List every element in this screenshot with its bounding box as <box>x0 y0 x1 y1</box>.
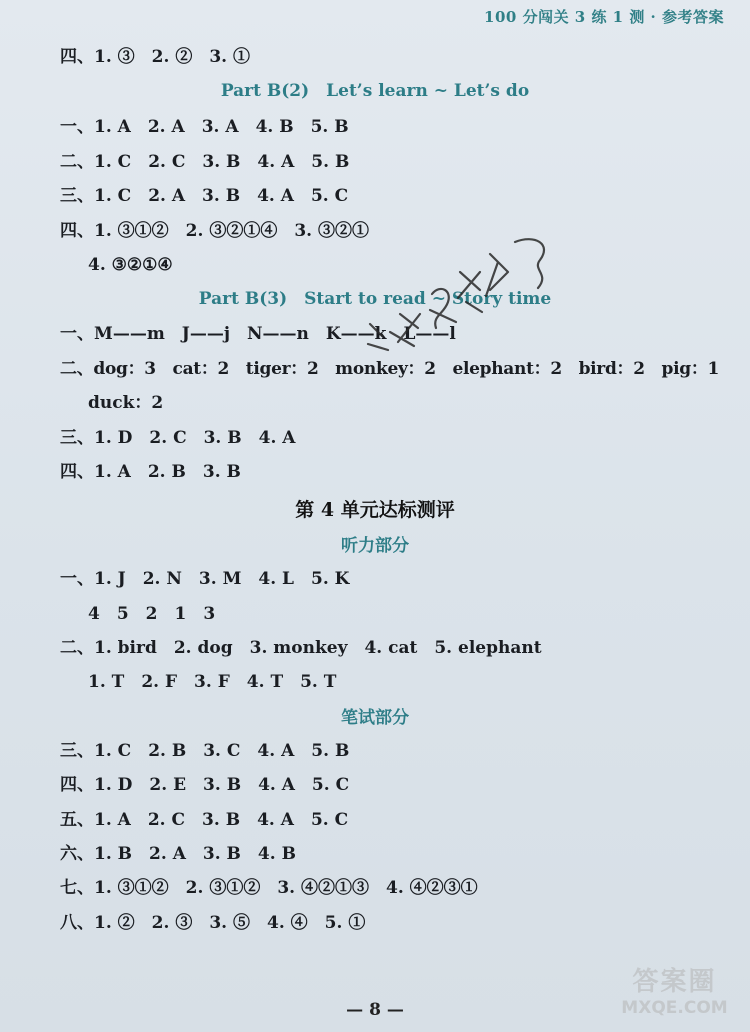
watermark-sub: MXQE.COM <box>621 998 728 1018</box>
handwriting-scribble-icon <box>340 232 570 382</box>
answer-line: 八、1. ② 2. ③ 3. ⑤ 4. ④ 5. ① <box>60 913 366 933</box>
answer-line: 一、1. A 2. A 3. A 4. B 5. B <box>60 117 349 137</box>
answer-line: 四、1. A 2. B 3. B <box>60 462 241 482</box>
answer-line: 二、dog：3 cat：2 tiger：2 monkey：2 elephant：2 bird：2 pig：1 <box>60 359 720 379</box>
answer-line: 四、1. ③ 2. ② 3. ① <box>60 47 250 67</box>
subsection-title: 笔试部分 <box>341 708 409 728</box>
unit-title: 第 4 单元达标测评 <box>295 499 455 521</box>
answer-line: 四、1. D 2. E 3. B 4. A 5. C <box>60 775 350 795</box>
page-number: — 8 — <box>346 1000 404 1020</box>
answer-line: 七、1. ③①② 2. ③①② 3. ④②①③ 4. ④②③① <box>60 878 478 898</box>
section-title: Part B(2) Let’s learn ~ Let’s do <box>220 81 530 101</box>
answer-line: 六、1. B 2. A 3. B 4. B <box>60 844 296 864</box>
answer-line: 一、M——m J——j N——n K——k L——l <box>60 324 456 344</box>
answer-line: 二、1. bird 2. dog 3. monkey 4. cat 5. elephant <box>60 638 542 658</box>
answer-line: 五、1. A 2. C 3. B 4. A 5. C <box>60 810 349 830</box>
answer-line: 四、1. ③①② 2. ③②①④ 3. ③②① <box>60 221 369 241</box>
answer-line: 三、1. D 2. C 3. B 4. A <box>60 428 296 448</box>
section-title: Part B(3) Start to read ~ Story time <box>198 289 552 309</box>
watermark-main: 答案圈 <box>632 967 717 997</box>
subsection-title: 听力部分 <box>341 536 409 556</box>
page-header: 100 分闯关 3 练 1 测 · 参考答案 <box>484 8 724 26</box>
answer-line: 4. ③②①④ <box>88 255 173 275</box>
answer-line: 二、1. C 2. C 3. B 4. A 5. B <box>60 152 350 172</box>
answer-line: 1. T 2. F 3. F 4. T 5. T <box>88 672 337 692</box>
watermark-logo <box>607 966 742 1026</box>
answer-line: 4 5 2 1 3 <box>88 604 216 624</box>
answer-line: 一、1. J 2. N 3. M 4. L 5. K <box>60 569 350 589</box>
answer-line: 三、1. C 2. B 3. C 4. A 5. B <box>60 741 350 761</box>
answer-line: 三、1. C 2. A 3. B 4. A 5. C <box>60 186 349 206</box>
answer-line: duck：2 <box>88 393 164 413</box>
